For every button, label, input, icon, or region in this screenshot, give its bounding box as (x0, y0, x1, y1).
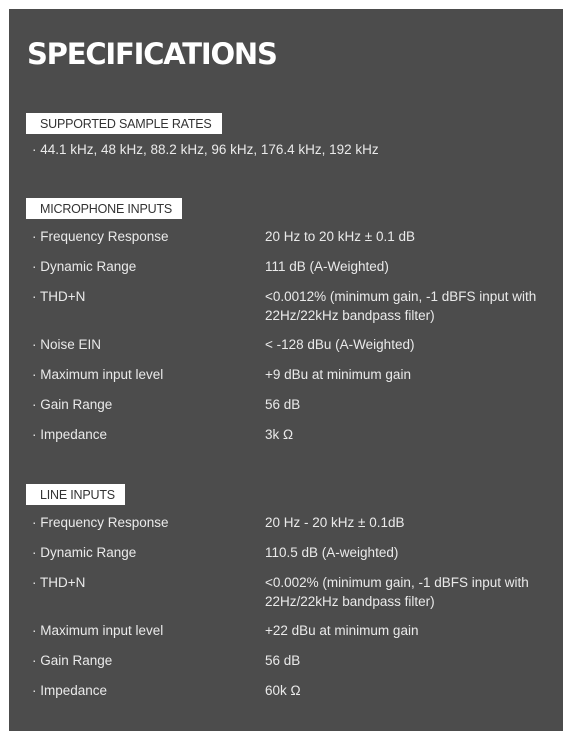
sample-rates-value: · 44.1 kHz, 48 kHz, 88.2 kHz, 96 kHz, 176.4 kHz, 192 kHz (32, 142, 379, 157)
line-inputs-heading: LINE INPUTS (26, 484, 125, 505)
spec-value: 56 dB (265, 653, 301, 668)
spec-label: · Gain Range (32, 653, 113, 668)
spec-value: 20 Hz to 20 kHz ± 0.1 dB (265, 229, 415, 244)
spec-label: · Noise EIN (32, 337, 102, 352)
spec-label: · Gain Range (32, 397, 113, 412)
spec-value: +22 dBu at minimum gain (265, 623, 419, 638)
spec-label: · THD+N (32, 289, 86, 304)
spec-value: 111 dB (A-Weighted) (265, 259, 389, 274)
spec-label: · Dynamic Range (32, 545, 137, 560)
spec-label: · Maximum input level (32, 623, 164, 638)
page-title: SPECIFICATIONS (27, 37, 277, 71)
spec-label: · Frequency Response (32, 229, 169, 244)
spec-label: · Dynamic Range (32, 259, 137, 274)
spec-label: · Frequency Response (32, 515, 169, 530)
spec-label: · Impedance (32, 683, 108, 698)
spec-value: <0.0012% (minimum gain, -1 dBFS input with 22Hz/22kHz bandpass filter) (265, 289, 537, 323)
spec-label: · Impedance (32, 427, 108, 442)
specifications-panel (9, 9, 563, 731)
spec-value: < -128 dBu (A-Weighted) (265, 337, 415, 352)
spec-label: · Maximum input level (32, 367, 164, 382)
spec-value: 20 Hz - 20 kHz ± 0.1dB (265, 515, 405, 530)
spec-value: 110.5 dB (A-weighted) (265, 545, 399, 560)
microphone-inputs-heading: MICROPHONE INPUTS (26, 198, 182, 219)
sample-rates-heading: SUPPORTED SAMPLE RATES (26, 113, 222, 134)
spec-value: 3k Ω (265, 427, 294, 442)
spec-value: 60k Ω (265, 683, 301, 698)
spec-value: 56 dB (265, 397, 301, 412)
spec-label: · THD+N (32, 575, 86, 590)
spec-value: +9 dBu at minimum gain (265, 367, 411, 382)
spec-value: <0.002% (minimum gain, -1 dBFS input with 22Hz/22kHz bandpass filter) (265, 575, 529, 609)
